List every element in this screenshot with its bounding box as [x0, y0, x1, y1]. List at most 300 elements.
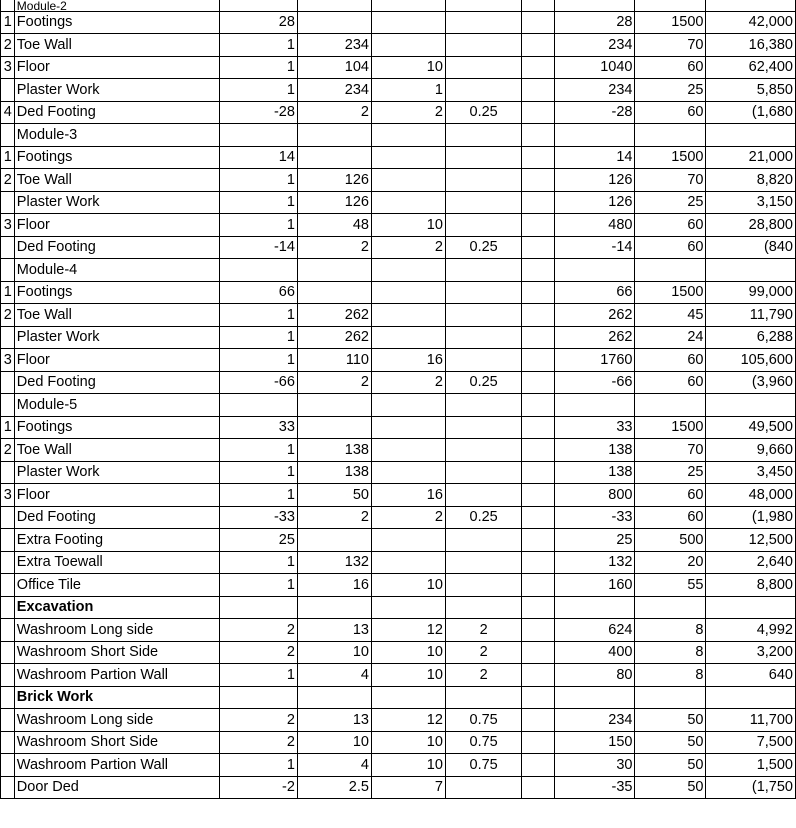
- cell-amount[interactable]: 21,000: [706, 146, 796, 169]
- cell-amount[interactable]: 62,400: [706, 56, 796, 79]
- cell-sn[interactable]: [1, 79, 15, 102]
- cell-description[interactable]: Module-5: [14, 394, 219, 417]
- cell-quantity[interactable]: -14: [554, 236, 634, 259]
- cell-factor[interactable]: [522, 686, 555, 709]
- cell-length[interactable]: 110: [297, 349, 371, 372]
- cell-height[interactable]: [445, 214, 521, 237]
- cell-sn[interactable]: [1, 664, 15, 687]
- cell-height[interactable]: [445, 146, 521, 169]
- cell-nos[interactable]: -14: [219, 236, 297, 259]
- cell-amount[interactable]: [706, 596, 796, 619]
- cell-breadth[interactable]: [371, 416, 445, 439]
- cell-length[interactable]: [297, 146, 371, 169]
- cell-nos[interactable]: 2: [219, 619, 297, 642]
- cell-breadth[interactable]: [371, 191, 445, 214]
- cell-quantity[interactable]: -66: [554, 371, 634, 394]
- cell-quantity[interactable]: 800: [554, 484, 634, 507]
- cell-amount[interactable]: 16,380: [706, 34, 796, 57]
- cell-height[interactable]: [445, 461, 521, 484]
- cell-quantity[interactable]: 126: [554, 169, 634, 192]
- cell-factor[interactable]: [522, 79, 555, 102]
- cell-breadth[interactable]: [371, 394, 445, 417]
- cell-amount[interactable]: 11,790: [706, 304, 796, 327]
- cell-height[interactable]: 2: [445, 641, 521, 664]
- cell-amount[interactable]: 6,288: [706, 326, 796, 349]
- cell-rate[interactable]: 50: [635, 709, 706, 732]
- cell-description[interactable]: Ded Footing: [14, 506, 219, 529]
- cell-quantity[interactable]: -35: [554, 776, 634, 799]
- cell-nos[interactable]: 1: [219, 214, 297, 237]
- cell-breadth[interactable]: [371, 304, 445, 327]
- cell-rate[interactable]: 45: [635, 304, 706, 327]
- cell-breadth[interactable]: [371, 124, 445, 147]
- cell-description[interactable]: Toe Wall: [14, 439, 219, 462]
- cell-breadth[interactable]: [371, 34, 445, 57]
- cell-breadth[interactable]: 10: [371, 664, 445, 687]
- cell-length[interactable]: [297, 686, 371, 709]
- cell-breadth[interactable]: [371, 146, 445, 169]
- cell-breadth[interactable]: [371, 461, 445, 484]
- cell-factor[interactable]: [522, 191, 555, 214]
- cell-height[interactable]: 0.75: [445, 709, 521, 732]
- cell-nos[interactable]: 1: [219, 169, 297, 192]
- cell-breadth[interactable]: [371, 439, 445, 462]
- cell-nos[interactable]: -28: [219, 101, 297, 124]
- cell-nos[interactable]: 33: [219, 416, 297, 439]
- cell-height[interactable]: [445, 79, 521, 102]
- cell-height[interactable]: [445, 416, 521, 439]
- cell-sn[interactable]: [1, 551, 15, 574]
- cell-length[interactable]: 50: [297, 484, 371, 507]
- cell-factor[interactable]: [522, 461, 555, 484]
- cell-rate[interactable]: 50: [635, 731, 706, 754]
- cell-length[interactable]: 13: [297, 619, 371, 642]
- cell-breadth[interactable]: 12: [371, 619, 445, 642]
- cell-rate[interactable]: 8: [635, 641, 706, 664]
- cell-factor[interactable]: [522, 754, 555, 777]
- cell-description[interactable]: Footings: [14, 11, 219, 34]
- cell-length[interactable]: [297, 596, 371, 619]
- cell-quantity[interactable]: 400: [554, 641, 634, 664]
- cell-factor[interactable]: [522, 349, 555, 372]
- cell-amount[interactable]: 11,700: [706, 709, 796, 732]
- cell-rate[interactable]: 60: [635, 236, 706, 259]
- cell-sn[interactable]: 3: [1, 484, 15, 507]
- cell-breadth[interactable]: 7: [371, 776, 445, 799]
- cell-nos[interactable]: [219, 394, 297, 417]
- cell-amount[interactable]: 640: [706, 664, 796, 687]
- cell-height[interactable]: [445, 304, 521, 327]
- cell-height[interactable]: [445, 326, 521, 349]
- cell-rate[interactable]: 1500: [635, 11, 706, 34]
- cell-nos[interactable]: 1: [219, 664, 297, 687]
- cell-rate[interactable]: 1500: [635, 416, 706, 439]
- cell-breadth[interactable]: 2: [371, 101, 445, 124]
- cell-description[interactable]: Toe Wall: [14, 169, 219, 192]
- cell-sn[interactable]: [1, 776, 15, 799]
- cell-factor[interactable]: [522, 394, 555, 417]
- cell-description[interactable]: Ded Footing: [14, 236, 219, 259]
- cell-description[interactable]: Plaster Work: [14, 191, 219, 214]
- cell-quantity[interactable]: 624: [554, 619, 634, 642]
- cell-sn[interactable]: [1, 709, 15, 732]
- cell-nos[interactable]: [219, 686, 297, 709]
- cell-amount[interactable]: 12,500: [706, 529, 796, 552]
- cell-nos[interactable]: 25: [219, 529, 297, 552]
- cell-quantity[interactable]: 480: [554, 214, 634, 237]
- cell-amount[interactable]: 8,820: [706, 169, 796, 192]
- cell-nos[interactable]: [219, 596, 297, 619]
- cell-rate[interactable]: 70: [635, 169, 706, 192]
- cell-length[interactable]: [297, 11, 371, 34]
- cell-height[interactable]: 0.75: [445, 754, 521, 777]
- cell-breadth[interactable]: [371, 169, 445, 192]
- cell-amount[interactable]: (3,960: [706, 371, 796, 394]
- cell-amount[interactable]: [706, 124, 796, 147]
- cell-nos[interactable]: 1: [219, 191, 297, 214]
- cell-breadth[interactable]: [371, 686, 445, 709]
- cell-nos[interactable]: 14: [219, 146, 297, 169]
- cell-nos[interactable]: 1: [219, 461, 297, 484]
- cell-breadth[interactable]: [371, 259, 445, 282]
- cell-description[interactable]: Plaster Work: [14, 461, 219, 484]
- cell-breadth[interactable]: 2: [371, 371, 445, 394]
- cell-breadth[interactable]: 16: [371, 484, 445, 507]
- cell-sn[interactable]: [1, 124, 15, 147]
- cell-quantity[interactable]: [554, 596, 634, 619]
- cell-sn[interactable]: 2: [1, 439, 15, 462]
- cell-amount[interactable]: (1,980: [706, 506, 796, 529]
- cell-nos[interactable]: -66: [219, 371, 297, 394]
- cell-sn[interactable]: [1, 641, 15, 664]
- cell-amount[interactable]: 3,150: [706, 191, 796, 214]
- cell-factor[interactable]: [522, 506, 555, 529]
- cell-length[interactable]: [297, 529, 371, 552]
- cell-length[interactable]: [297, 416, 371, 439]
- cell-factor[interactable]: [522, 731, 555, 754]
- cell-height[interactable]: [445, 259, 521, 282]
- cell-rate[interactable]: 50: [635, 754, 706, 777]
- cell-rate[interactable]: 55: [635, 574, 706, 597]
- cell-sn[interactable]: [1, 191, 15, 214]
- cell-rate[interactable]: 50: [635, 776, 706, 799]
- cell-amount[interactable]: (1,680: [706, 101, 796, 124]
- cell-nos[interactable]: 1: [219, 326, 297, 349]
- cell-quantity[interactable]: [554, 394, 634, 417]
- cell-description[interactable]: Module-4: [14, 259, 219, 282]
- cell-height[interactable]: [445, 169, 521, 192]
- cell-sn[interactable]: [1, 574, 15, 597]
- cell-sn[interactable]: 4: [1, 101, 15, 124]
- cell-rate[interactable]: 25: [635, 461, 706, 484]
- cell-breadth[interactable]: [371, 596, 445, 619]
- cell-amount[interactable]: 2,640: [706, 551, 796, 574]
- cell-amount[interactable]: [706, 686, 796, 709]
- cell-quantity[interactable]: 132: [554, 551, 634, 574]
- cell-sn[interactable]: 3: [1, 56, 15, 79]
- cell-length[interactable]: [297, 259, 371, 282]
- cell-sn[interactable]: 1: [1, 146, 15, 169]
- cell-factor[interactable]: [522, 259, 555, 282]
- cell-breadth[interactable]: [371, 551, 445, 574]
- cell-height[interactable]: 0.25: [445, 101, 521, 124]
- cell-sn[interactable]: [1, 686, 15, 709]
- cell-quantity[interactable]: [554, 124, 634, 147]
- cell-amount[interactable]: 1,500: [706, 754, 796, 777]
- cell-factor[interactable]: [522, 11, 555, 34]
- cell-quantity[interactable]: 138: [554, 439, 634, 462]
- cell-quantity[interactable]: 262: [554, 326, 634, 349]
- cell-sn[interactable]: [1, 259, 15, 282]
- cell-description[interactable]: Floor: [14, 56, 219, 79]
- cell-sn[interactable]: [1, 731, 15, 754]
- cell-quantity[interactable]: [554, 259, 634, 282]
- cell-rate[interactable]: 60: [635, 101, 706, 124]
- cell-breadth[interactable]: 10: [371, 56, 445, 79]
- cell-amount[interactable]: 5,850: [706, 79, 796, 102]
- cell-quantity[interactable]: 25: [554, 529, 634, 552]
- cell-sn[interactable]: 1: [1, 11, 15, 34]
- cell-breadth[interactable]: 2: [371, 236, 445, 259]
- cell-length[interactable]: 2: [297, 506, 371, 529]
- cell-length[interactable]: 10: [297, 641, 371, 664]
- cell-sn[interactable]: [1, 619, 15, 642]
- cell-height[interactable]: [445, 596, 521, 619]
- cell-sn[interactable]: [1, 754, 15, 777]
- cell-factor[interactable]: [522, 574, 555, 597]
- cell-rate[interactable]: 70: [635, 34, 706, 57]
- cell-breadth[interactable]: [371, 529, 445, 552]
- cell-factor[interactable]: [522, 551, 555, 574]
- cell-description[interactable]: Floor: [14, 484, 219, 507]
- cell-description[interactable]: Toe Wall: [14, 304, 219, 327]
- cell-height[interactable]: [445, 686, 521, 709]
- cell-quantity[interactable]: 234: [554, 34, 634, 57]
- cell-height[interactable]: 0.25: [445, 506, 521, 529]
- cell-amount[interactable]: 49,500: [706, 416, 796, 439]
- cell-factor[interactable]: [522, 416, 555, 439]
- cell-factor[interactable]: [522, 664, 555, 687]
- cell-amount[interactable]: (1,750: [706, 776, 796, 799]
- cell-rate[interactable]: 500: [635, 529, 706, 552]
- cell-sn[interactable]: 3: [1, 214, 15, 237]
- cell-rate[interactable]: [635, 259, 706, 282]
- cell-amount[interactable]: 99,000: [706, 281, 796, 304]
- cell-factor[interactable]: [522, 236, 555, 259]
- cell-factor[interactable]: [522, 214, 555, 237]
- cell-factor[interactable]: [522, 281, 555, 304]
- cell-breadth[interactable]: [371, 281, 445, 304]
- cell-length[interactable]: 262: [297, 326, 371, 349]
- cell-nos[interactable]: 1: [219, 56, 297, 79]
- cell-length[interactable]: [297, 281, 371, 304]
- cell-nos[interactable]: 66: [219, 281, 297, 304]
- cell-factor[interactable]: [522, 304, 555, 327]
- cell-amount[interactable]: 4,992: [706, 619, 796, 642]
- cell-height[interactable]: 0.25: [445, 371, 521, 394]
- cell-quantity[interactable]: -28: [554, 101, 634, 124]
- cell-sn[interactable]: [1, 596, 15, 619]
- cell-nos[interactable]: 1: [219, 304, 297, 327]
- cell-length[interactable]: 4: [297, 754, 371, 777]
- cell-length[interactable]: 2: [297, 236, 371, 259]
- cell-height[interactable]: [445, 776, 521, 799]
- cell-nos[interactable]: -33: [219, 506, 297, 529]
- cell-amount[interactable]: [706, 259, 796, 282]
- cell-amount[interactable]: (840: [706, 236, 796, 259]
- cell-description[interactable]: Plaster Work: [14, 326, 219, 349]
- cell-quantity[interactable]: 262: [554, 304, 634, 327]
- cell-rate[interactable]: 1500: [635, 146, 706, 169]
- cell-description[interactable]: Footings: [14, 416, 219, 439]
- cell-sn[interactable]: 2: [1, 34, 15, 57]
- cell-breadth[interactable]: [371, 326, 445, 349]
- cell-quantity[interactable]: -33: [554, 506, 634, 529]
- cell-description[interactable]: Office Tile: [14, 574, 219, 597]
- cell-length[interactable]: 138: [297, 439, 371, 462]
- cell-length[interactable]: 126: [297, 169, 371, 192]
- cell-description[interactable]: Extra Footing: [14, 529, 219, 552]
- cell-rate[interactable]: 24: [635, 326, 706, 349]
- cell-sn[interactable]: 2: [1, 169, 15, 192]
- cell-height[interactable]: [445, 124, 521, 147]
- cell-factor[interactable]: [522, 596, 555, 619]
- cell-nos[interactable]: 1: [219, 574, 297, 597]
- cell-description[interactable]: Washroom Partion Wall: [14, 754, 219, 777]
- cell-length[interactable]: 13: [297, 709, 371, 732]
- cell-quantity[interactable]: 14: [554, 146, 634, 169]
- cell-rate[interactable]: 70: [635, 439, 706, 462]
- cell-nos[interactable]: 2: [219, 709, 297, 732]
- cell-nos[interactable]: 1: [219, 439, 297, 462]
- cell-length[interactable]: 104: [297, 56, 371, 79]
- cell-sn[interactable]: [1, 461, 15, 484]
- cell-height[interactable]: 0.75: [445, 731, 521, 754]
- cell-quantity[interactable]: 30: [554, 754, 634, 777]
- cell-quantity[interactable]: 1040: [554, 56, 634, 79]
- cell-description[interactable]: Footings: [14, 146, 219, 169]
- cell-quantity[interactable]: 33: [554, 416, 634, 439]
- cell-description[interactable]: Floor: [14, 349, 219, 372]
- cell-breadth[interactable]: 1: [371, 79, 445, 102]
- cell-rate[interactable]: 60: [635, 56, 706, 79]
- cell-rate[interactable]: 60: [635, 371, 706, 394]
- cell-breadth[interactable]: 10: [371, 574, 445, 597]
- cell-description[interactable]: Floor: [14, 214, 219, 237]
- cell-description[interactable]: Toe Wall: [14, 34, 219, 57]
- cell-length[interactable]: 234: [297, 79, 371, 102]
- cell-quantity[interactable]: 150: [554, 731, 634, 754]
- cell-quantity[interactable]: 160: [554, 574, 634, 597]
- cell-amount[interactable]: 3,200: [706, 641, 796, 664]
- cell-nos[interactable]: 1: [219, 754, 297, 777]
- cell-quantity[interactable]: 138: [554, 461, 634, 484]
- cell-sn[interactable]: [1, 371, 15, 394]
- cell-description[interactable]: Excavation: [14, 596, 219, 619]
- cell-height[interactable]: [445, 191, 521, 214]
- cell-length[interactable]: 10: [297, 731, 371, 754]
- cell-length[interactable]: 4: [297, 664, 371, 687]
- cell-height[interactable]: [445, 394, 521, 417]
- cell-factor[interactable]: [522, 146, 555, 169]
- cell-length[interactable]: [297, 394, 371, 417]
- cell-rate[interactable]: 20: [635, 551, 706, 574]
- cell-nos[interactable]: 28: [219, 11, 297, 34]
- cell-factor[interactable]: [522, 619, 555, 642]
- cell-nos[interactable]: 1: [219, 34, 297, 57]
- cell-length[interactable]: 132: [297, 551, 371, 574]
- cell-amount[interactable]: 7,500: [706, 731, 796, 754]
- cell-rate[interactable]: 8: [635, 619, 706, 642]
- cell-breadth[interactable]: 16: [371, 349, 445, 372]
- cell-factor[interactable]: [522, 56, 555, 79]
- cell-length[interactable]: [297, 124, 371, 147]
- cell-amount[interactable]: 48,000: [706, 484, 796, 507]
- cell-description[interactable]: Washroom Short Side: [14, 641, 219, 664]
- cell-length[interactable]: 2: [297, 371, 371, 394]
- cell-description[interactable]: Ded Footing: [14, 101, 219, 124]
- cell-sn[interactable]: [1, 394, 15, 417]
- cell-nos[interactable]: 1: [219, 484, 297, 507]
- cell-description[interactable]: Washroom Long side: [14, 619, 219, 642]
- cell-sn[interactable]: [1, 506, 15, 529]
- cell-height[interactable]: [445, 529, 521, 552]
- cell-quantity[interactable]: [554, 686, 634, 709]
- cell-length[interactable]: 262: [297, 304, 371, 327]
- cell-rate[interactable]: 25: [635, 191, 706, 214]
- cell-nos[interactable]: 1: [219, 79, 297, 102]
- cell-rate[interactable]: [635, 596, 706, 619]
- cell-factor[interactable]: [522, 124, 555, 147]
- cell-sn[interactable]: [1, 236, 15, 259]
- cell-quantity[interactable]: 28: [554, 11, 634, 34]
- cell-description[interactable]: Module-3: [14, 124, 219, 147]
- cell-description[interactable]: Washroom Partion Wall: [14, 664, 219, 687]
- cell-amount[interactable]: 8,800: [706, 574, 796, 597]
- cell-amount[interactable]: 3,450: [706, 461, 796, 484]
- cell-height[interactable]: [445, 349, 521, 372]
- cell-nos[interactable]: -2: [219, 776, 297, 799]
- cell-rate[interactable]: 60: [635, 214, 706, 237]
- cell-description[interactable]: Extra Toewall: [14, 551, 219, 574]
- cell-sn[interactable]: 1: [1, 416, 15, 439]
- cell-nos[interactable]: [219, 124, 297, 147]
- cell-rate[interactable]: [635, 124, 706, 147]
- cell-quantity[interactable]: 234: [554, 79, 634, 102]
- cell-description[interactable]: Ded Footing: [14, 371, 219, 394]
- cell-amount[interactable]: 42,000: [706, 11, 796, 34]
- cell-amount[interactable]: 9,660: [706, 439, 796, 462]
- cell-rate[interactable]: 60: [635, 506, 706, 529]
- cell-length[interactable]: 48: [297, 214, 371, 237]
- cell-height[interactable]: [445, 281, 521, 304]
- cell-factor[interactable]: [522, 101, 555, 124]
- cell-rate[interactable]: 1500: [635, 281, 706, 304]
- cell-description[interactable]: Washroom Long side: [14, 709, 219, 732]
- cell-factor[interactable]: [522, 371, 555, 394]
- cell-nos[interactable]: 2: [219, 731, 297, 754]
- cell-sn[interactable]: [1, 326, 15, 349]
- cell-factor[interactable]: [522, 326, 555, 349]
- clipped-title[interactable]: Module-2: [14, 0, 219, 11]
- cell-length[interactable]: 234: [297, 34, 371, 57]
- cell-factor[interactable]: [522, 709, 555, 732]
- cell-factor[interactable]: [522, 34, 555, 57]
- cell-description[interactable]: Brick Work: [14, 686, 219, 709]
- cell-breadth[interactable]: [371, 11, 445, 34]
- cell-rate[interactable]: 25: [635, 79, 706, 102]
- cell-rate[interactable]: [635, 394, 706, 417]
